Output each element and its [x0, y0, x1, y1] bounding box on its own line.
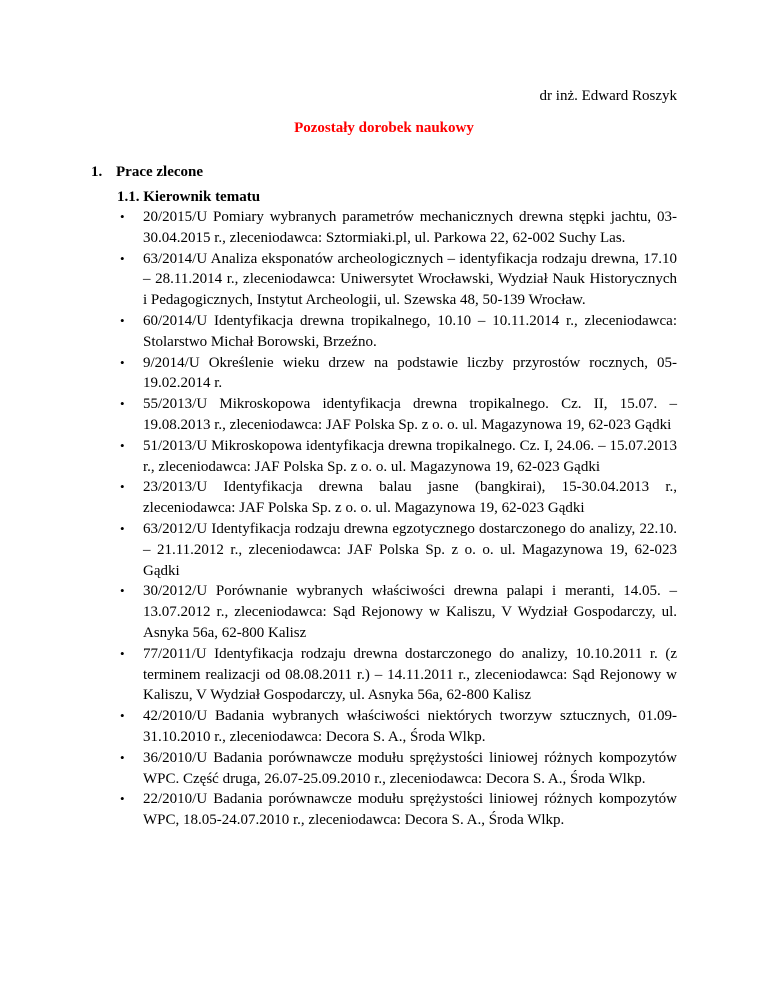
page-title: Pozostały dorobek naukowy — [294, 120, 474, 136]
list-item: • 63/2012/U Identyfikacja rodzaju drewna egzotycznego dostarczonego do analizy, 22.10. – 21.11.2012 r., zleceniodawca: JAF Polska Sp. z o. o. ul. Magazynowa 19, 62-023 Gądki — [143, 519, 677, 581]
work-list — [143, 207, 677, 831]
section-title: Prace zlecone — [116, 164, 204, 180]
list-item: • 42/2010/U Badania wybranych właściwości niektórych tworzyw sztucznych, 01.09-31.10.2010 r., zleceniodawca: Decora S. A., Środa Wlkp. — [143, 706, 677, 748]
list-item: • 23/2013/U Identyfikacja drewna balau jasne (bangkirai), 15-30.04.2013 r., zleceniodawca: JAF Polska Sp. z o. o. ul. Magazynowa 19, 62-023 Gądki — [143, 477, 677, 519]
list-item: • 30/2012/U Porównanie wybranych właściwości drewna palapi i meranti, 14.05. – 13.07.2012 r., zleceniodawca: Sąd Rejonowy w Kaliszu, V Wydział Gospodarczy, ul. Asnyka 56a, 62-800 Kalisz — [143, 581, 677, 643]
section-number: 1. — [91, 164, 103, 180]
author-name: dr inż. Edward Roszyk — [539, 88, 677, 104]
list-item: • 55/2013/U Mikroskopowa identyfikacja drewna tropikalnego. Cz. II, 15.07. – 19.08.2013 r., zleceniodawca: JAF Polska Sp. z o. o. ul. Magazynowa 19, 62-023 Gądki — [143, 394, 677, 436]
list-item: • 36/2010/U Badania porównawcze modułu sprężystości liniowej różnych kompozytów WPC. Część druga, 26.07-25.09.2010 r., zleceniodawca: Decora S. A., Środa Wlkp. — [143, 748, 677, 790]
subsection-heading: 1.1. Kierownik tematu — [117, 189, 261, 205]
section-heading — [91, 164, 203, 181]
list-item: • 20/2015/U Pomiary wybranych parametrów mechanicznych drewna stępki jachtu, 03-30.04.2015 r., zleceniodawca: Sztormiaki.pl, ul. Parkowa 22, 62-002 Suchy Las. — [143, 207, 677, 249]
list-item: • 63/2014/U Analiza eksponatów archeologicznych – identyfikacja rodzaju drewna, 17.10 – 28.11.2014 r., zleceniodawca: Uniwersytet Wrocławski, Wydział Nauk Historycznych i Pedagogicznych, Instytut Archeologii, ul. Szewska 48, 50-139 Wrocław. — [143, 249, 677, 311]
list-item: • 77/2011/U Identyfikacja rodzaju drewna dostarczonego do analizy, 10.10.2011 r. (z terminem realizacji od 08.08.2011 r.) – 14.11.2011 r., zleceniodawca: Sąd Rejonowy w Kaliszu, V Wydział Gospodarczy, ul. Asnyka 56a, 62-800 Kalisz — [143, 644, 677, 706]
list-item: • 9/2014/U Określenie wieku drzew na podstawie liczby przyrostów rocznych, 05-19.02.2014 r. — [143, 353, 677, 395]
list-item: • 22/2010/U Badania porównawcze modułu sprężystości liniowej różnych kompozytów WPC, 18.05-24.07.2010 r., zleceniodawca: Decora S. A., Środa Wlkp. — [143, 789, 677, 831]
list-item: • 60/2014/U Identyfikacja drewna tropikalnego, 10.10 – 10.11.2014 r., zleceniodawca: Stolarstwo Michał Borowski, Brzeźno. — [143, 311, 677, 353]
list-item: • 51/2013/U Mikroskopowa identyfikacja drewna tropikalnego. Cz. I, 24.06. – 15.07.2013 r., zleceniodawca: JAF Polska Sp. z o. o. ul. Magazynowa 19, 62-023 Gądki — [143, 436, 677, 478]
